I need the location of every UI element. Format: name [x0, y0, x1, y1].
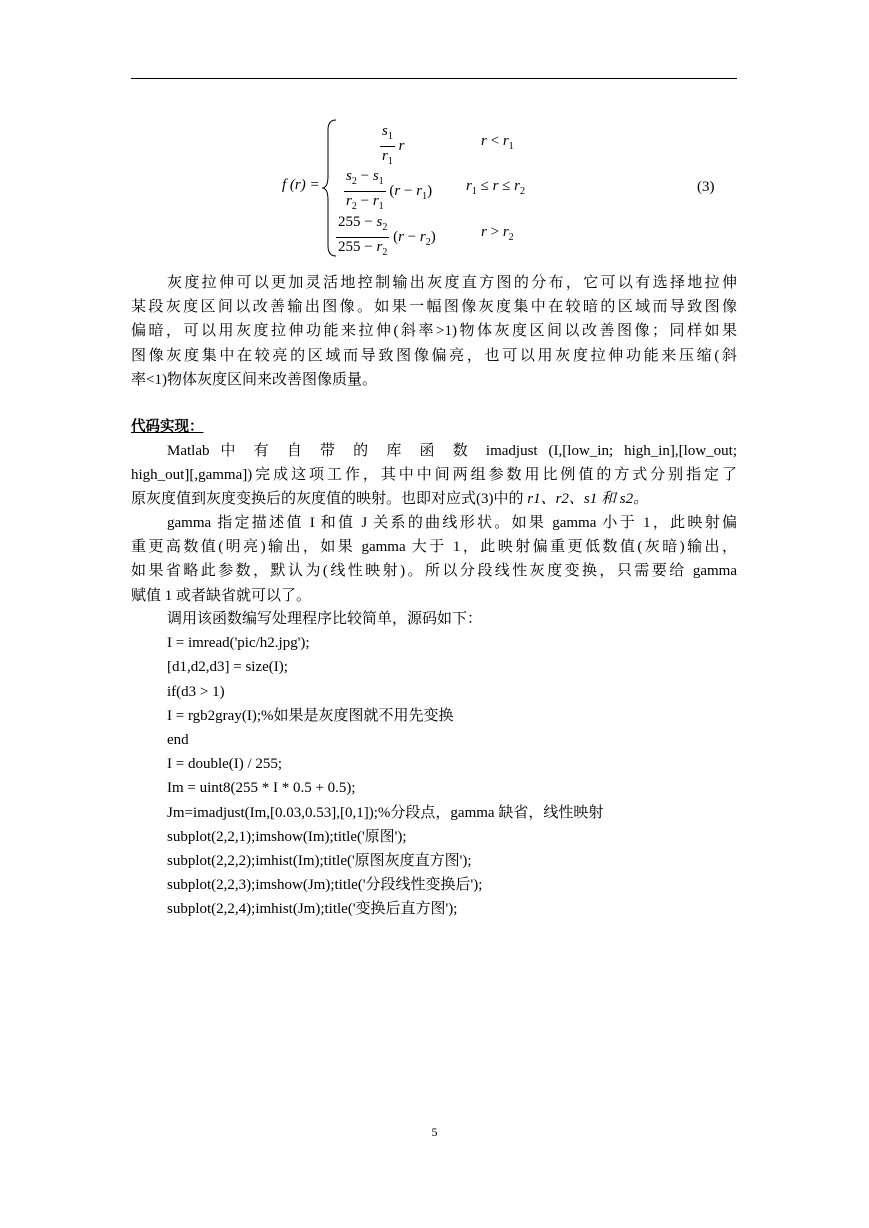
header-rule — [131, 78, 737, 79]
code-line: I = rgb2gray(I);%如果是灰度图就不用先变换 — [167, 707, 454, 724]
equation-number: (3) — [697, 179, 715, 195]
text-line — [131, 487, 737, 511]
text-line: 赋值 1 或者缺省就可以了。 — [131, 587, 312, 604]
code-line: Jm=imadjust(Im,[0.03,0.53],[0,1]);%分段点，gamma 缺省，线性映射 — [167, 804, 604, 821]
code-line: subplot(2,2,2);imhist(Im);title('原图灰度直方图'); — [167, 852, 472, 869]
text-line: 偏暗，可以用灰度拉伸功能来拉伸(斜率>1)物体灰度区间以改善图像；同样如果 — [131, 323, 737, 340]
code-line: subplot(2,2,1);imshow(Im);title('原图'); — [167, 828, 407, 845]
formula-lhs: f (r) = — [282, 177, 320, 193]
paragraph-gamma — [131, 511, 737, 608]
code-line: I = double(I) / 255; — [167, 756, 283, 773]
text-line: gamma 指定描述值 I 和值 J 关系的曲线形状。如果 gamma 小于 1，此映射偏 — [167, 515, 737, 531]
text-line-vars: r1、r2、s1 和 s2。 — [527, 491, 649, 508]
formula-cond-2: $r_1 \le r \le r_2$ — [466, 178, 525, 197]
heading-text: 代码实现： — [131, 419, 204, 435]
text-line: 图像灰度集中在较亮的区域而导致图像偏亮，也可以用灰度拉伸功能来压缩(斜 — [131, 347, 737, 364]
code-block — [131, 607, 737, 921]
text-line: 灰度拉伸可以更加灵活地控制输出灰度直方图的分布，它可以有选择地拉伸 — [167, 275, 737, 291]
paragraph-gray-stretch — [131, 271, 737, 392]
code-line: subplot(2,2,4);imhist(Jm);title('变换后直方图'); — [167, 901, 458, 918]
code-line: end — [167, 731, 189, 748]
formula-case-3: $\frac{255 - s_2}{255 - r_2}$ $(r - r_2)$ — [338, 214, 436, 258]
text-line: 某段灰度区间以改善输出图像。如果一幅图像灰度集中在较暗的区域而导致图像 — [131, 299, 737, 316]
page-number: 5 — [431, 1125, 438, 1139]
formula-case-2: $\frac{s_2 - s_1}{r_2 - r_1}$ $(r - r_1)$ — [346, 168, 433, 212]
section-heading — [131, 415, 737, 439]
code-line: if(d3 > 1) — [167, 683, 225, 700]
text-line: high_out][,gamma])完成这项工作，其中中间两组参数用比例值的方式分别指定了 — [131, 467, 737, 484]
code-line: subplot(2,2,3);imshow(Jm);title('分段线性变换后'); — [167, 877, 483, 894]
text-line: 重更高数值(明亮)输出，如果 gamma 大于 1，此映射偏重更低数值(灰暗)输出， — [131, 539, 737, 556]
formula-cond-3: $r > r_2$ — [481, 224, 514, 243]
text-line: Matlab 中 有 自 带 的 库 函 数 imadjust (I,[low_in; high_in],[low_out; — [167, 443, 737, 459]
paragraph-imadjust — [131, 439, 737, 512]
formula-cond-1: $r < r_1$ — [481, 133, 514, 152]
formula-case-1: $\frac{s_1}{r_1}$ r — [382, 123, 405, 167]
code-line: [d1,d2,d3] = size(I); — [167, 659, 288, 676]
text-line-prefix: 原灰度值到灰度变换后的灰度值的映射。也即对应式(3)中的 — [131, 491, 528, 508]
intro-line: 调用该函数编写处理程序比较简单，源码如下： — [167, 611, 483, 627]
text-line: 率<1)物体灰度区间来改善图像质量。 — [131, 371, 377, 388]
code-line: I = imread('pic/h2.jpg'); — [167, 635, 310, 652]
code-line: Im = uint8(255 * I * 0.5 + 0.5); — [167, 780, 356, 797]
text-line: 如果省略此参数，默认为(线性映射)。所以分段线性灰度变换，只需要给 gamma — [131, 563, 737, 580]
